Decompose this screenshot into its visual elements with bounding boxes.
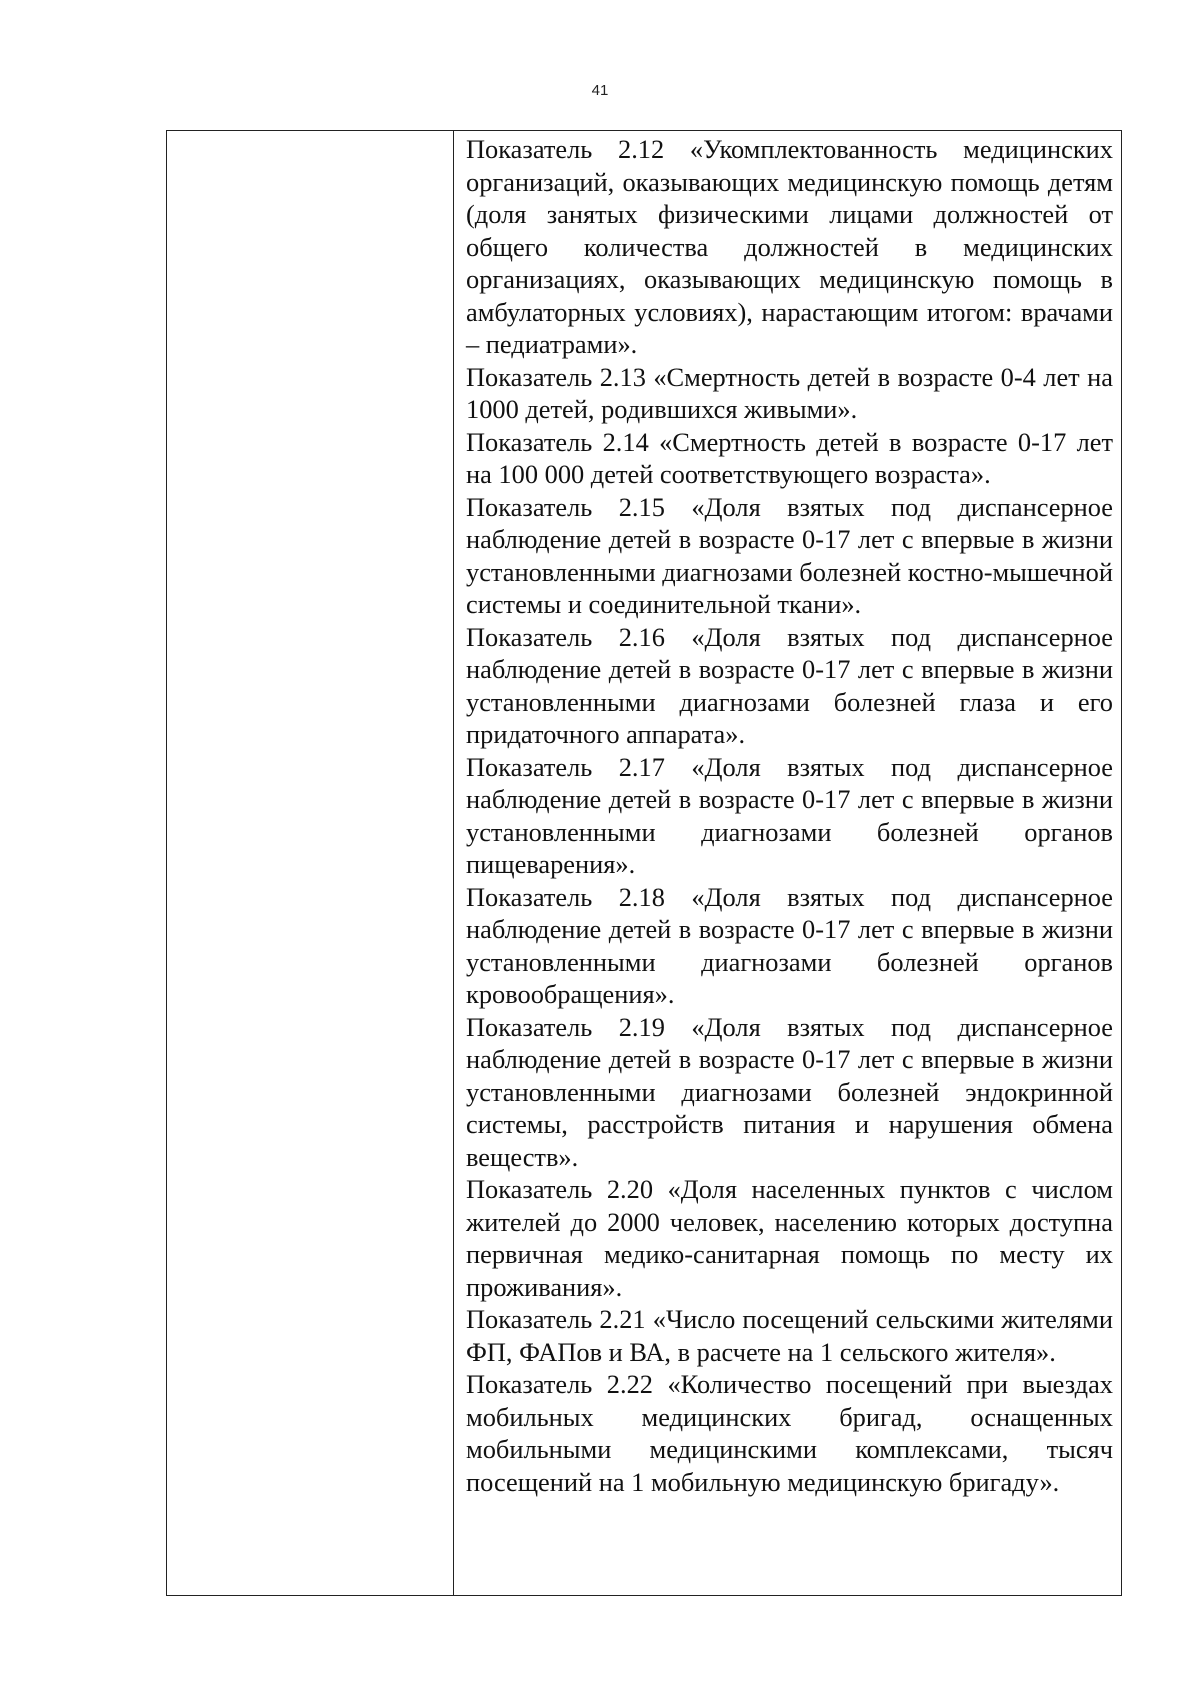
table-left-cell [167, 131, 454, 1595]
indicator-2-14: Показатель 2.14 «Смертность детей в возрасте 0-17 лет на 100 000 детей соответствующего возраста». [466, 426, 1113, 489]
indicator-2-16: Показатель 2.16 «Доля взятых под диспансерное наблюдение детей в возрасте 0-17 лет с впервые в жизни установленными диагнозами болезней глаза и его придаточного аппарата». [466, 621, 1113, 749]
indicator-2-19: Показатель 2.19 «Доля взятых под диспансерное наблюдение детей в возрасте 0-17 лет с впервые в жизни установленными диагнозами болезней эндокринной системы, расстройств питания и нарушения обмена веществ». [466, 1011, 1113, 1172]
table-right-cell [454, 131, 1121, 1595]
indicator-2-13: Показатель 2.13 «Смертность детей в возрасте 0-4 лет на 1000 детей, родившихся живыми». [466, 361, 1113, 424]
indicators-table [166, 130, 1122, 1596]
indicator-2-17: Показатель 2.17 «Доля взятых под диспансерное наблюдение детей в возрасте 0-17 лет с впервые в жизни установленными диагнозами болезней органов пищеварения». [466, 751, 1113, 879]
page-number: 41 [591, 82, 609, 99]
indicator-2-18: Показатель 2.18 «Доля взятых под диспансерное наблюдение детей в возрасте 0-17 лет с впервые в жизни установленными диагнозами болезней органов кровообращения». [466, 881, 1113, 1009]
indicator-2-22: Показатель 2.22 «Количество посещений при выездах мобильных медицинских бригад, оснащенных мобильными медицинскими комплексами, тысяч посещений на 1 мобильную медицинскую бригаду». [466, 1369, 1113, 1497]
indicator-2-12: Показатель 2.12 «Укомплектованность медицинских организаций, оказывающих медицинскую помощь детям (доля занятых физическими лицами должностей от общего количества должностей в медицинских организациях, оказывающих медицинскую помощь в амбулаторных условиях), нарастающим итогом: врачами – педиатрами». [466, 134, 1113, 359]
indicator-2-21: Показатель 2.21 «Число посещений сельскими жителями ФП, ФАПов и ВА, в расчете на 1 сельского жителя». [466, 1304, 1113, 1367]
indicator-2-20: Показатель 2.20 «Доля населенных пунктов с числом жителей до 2000 человек, населению которых доступна первичная медико-санитарная помощь по месту их проживания». [466, 1174, 1113, 1302]
indicator-2-15: Показатель 2.15 «Доля взятых под диспансерное наблюдение детей в возрасте 0-17 лет с впервые в жизни установленными диагнозами болезней костно-мышечной системы и соединительной ткани». [466, 491, 1113, 619]
